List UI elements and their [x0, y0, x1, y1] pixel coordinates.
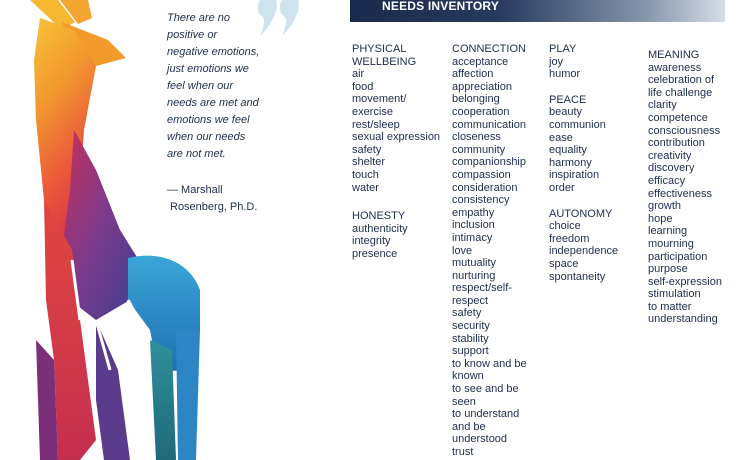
need-item: presence	[352, 247, 398, 260]
need-item: ease	[549, 131, 573, 144]
need-item: appreciation	[452, 80, 512, 93]
need-item: inclusion	[452, 219, 495, 232]
need-item: mourning	[648, 237, 694, 250]
need-item: sexual expression	[352, 131, 441, 144]
category-honesty	[352, 210, 450, 260]
need-item: to see and be	[452, 383, 519, 396]
need-item: stability	[452, 332, 489, 345]
need-item: rest/sleep	[352, 118, 400, 131]
need-item: known	[452, 370, 484, 383]
need-item: safety	[452, 307, 482, 320]
need-item: stimulation	[648, 288, 701, 301]
need-item: choice	[549, 220, 581, 233]
need-item: joy	[549, 55, 564, 68]
need-item: acceptance	[452, 55, 509, 68]
need-item: communion	[549, 118, 606, 131]
need-item: communication	[452, 118, 526, 131]
quote-author: — Marshall Rosenberg, Ph.D.	[167, 184, 258, 213]
need-item: purpose	[648, 263, 688, 276]
need-item: beauty	[549, 106, 583, 119]
need-item: water	[352, 181, 379, 194]
need-item: humor	[549, 68, 581, 81]
need-item: celebration of	[648, 74, 715, 87]
need-item: to understand	[452, 408, 520, 421]
need-item: consideration	[452, 181, 518, 194]
category-meaning	[648, 49, 738, 326]
need-item: space	[549, 257, 579, 270]
need-item: nurturing	[452, 269, 496, 282]
category-title: WELLBEING	[352, 55, 417, 68]
category-title: AUTONOMY	[549, 207, 613, 220]
need-item: closeness	[452, 131, 501, 144]
need-item: respect/self-	[452, 282, 512, 295]
category-autonomy	[549, 208, 643, 284]
need-item: hope	[648, 212, 673, 225]
need-item: spontaneity	[549, 270, 606, 283]
need-item: discovery	[648, 162, 695, 175]
need-item: cooperation	[452, 105, 510, 118]
need-item: consciousness	[648, 124, 721, 137]
need-item: exercise	[352, 105, 393, 118]
need-item: integrity	[352, 235, 391, 248]
need-item: equality	[549, 144, 587, 157]
need-item: security	[452, 320, 490, 333]
need-item: contribution	[648, 137, 705, 150]
need-item: independence	[549, 245, 619, 258]
banner-title: NEEDS INVENTORY	[382, 0, 500, 13]
need-item: authenticity	[352, 222, 408, 235]
need-item: consistency	[452, 194, 510, 207]
need-item: creativity	[648, 149, 692, 162]
needs-column-1	[352, 43, 450, 261]
need-item: affection	[452, 68, 494, 81]
need-item: clarity	[648, 99, 677, 112]
need-item: belonging	[452, 93, 500, 106]
need-item: shelter	[352, 156, 386, 169]
need-item: learning	[648, 225, 688, 238]
need-item: effectiveness	[648, 187, 713, 200]
need-item: empathy	[452, 206, 495, 219]
need-item: safety	[352, 143, 382, 156]
category-play	[549, 43, 643, 81]
need-item: respect	[452, 294, 489, 307]
need-item: freedom	[549, 232, 590, 245]
need-item: companionship	[452, 156, 526, 169]
category-title: PHYSICAL	[352, 43, 407, 55]
need-item: trust	[452, 446, 474, 458]
need-item: inspiration	[549, 169, 600, 182]
need-item: competence	[648, 111, 708, 124]
need-item: air	[352, 68, 365, 81]
need-item: seen	[452, 395, 476, 408]
category-physical-wellbeing	[352, 43, 450, 194]
need-item: mutuality	[452, 257, 497, 270]
category-connection	[452, 43, 546, 459]
need-item: participation	[648, 250, 708, 263]
need-item: growth	[648, 200, 682, 213]
category-title: HONESTY	[352, 210, 406, 223]
need-item: touch	[352, 168, 379, 181]
need-item: community	[452, 143, 506, 156]
category-title: PLAY	[549, 43, 577, 55]
needs-column-3	[549, 43, 643, 283]
category-title: PEACE	[549, 93, 587, 106]
need-item: to know and be	[452, 357, 527, 370]
needs-column-2	[452, 43, 546, 459]
need-item: self-expression	[648, 275, 722, 288]
need-item: harmony	[549, 156, 592, 169]
need-item: compassion	[452, 168, 511, 181]
needs-column-4	[648, 49, 738, 326]
need-item: and be	[452, 420, 486, 433]
need-item: movement/	[352, 93, 407, 106]
category-title: CONNECTION	[452, 43, 526, 55]
need-item: love	[452, 244, 473, 257]
need-item: understood	[452, 433, 508, 446]
need-item: understanding	[648, 313, 718, 326]
category-title: MEANING	[648, 49, 700, 61]
needs-inventory-banner	[350, 0, 725, 22]
need-item: order	[549, 181, 575, 194]
need-item: life challenge	[648, 86, 713, 99]
need-item: awareness	[648, 61, 702, 74]
need-item: to matter	[648, 300, 692, 313]
need-item: efficacy	[648, 174, 686, 187]
category-peace	[549, 94, 643, 195]
need-item: food	[352, 80, 374, 93]
quote-text: There are no positive or negative emotions, just emotions we feel when our needs are met and emotions we feel when our needs are not met.	[167, 12, 260, 160]
need-item: intimacy	[452, 231, 493, 244]
need-item: support	[452, 345, 489, 358]
